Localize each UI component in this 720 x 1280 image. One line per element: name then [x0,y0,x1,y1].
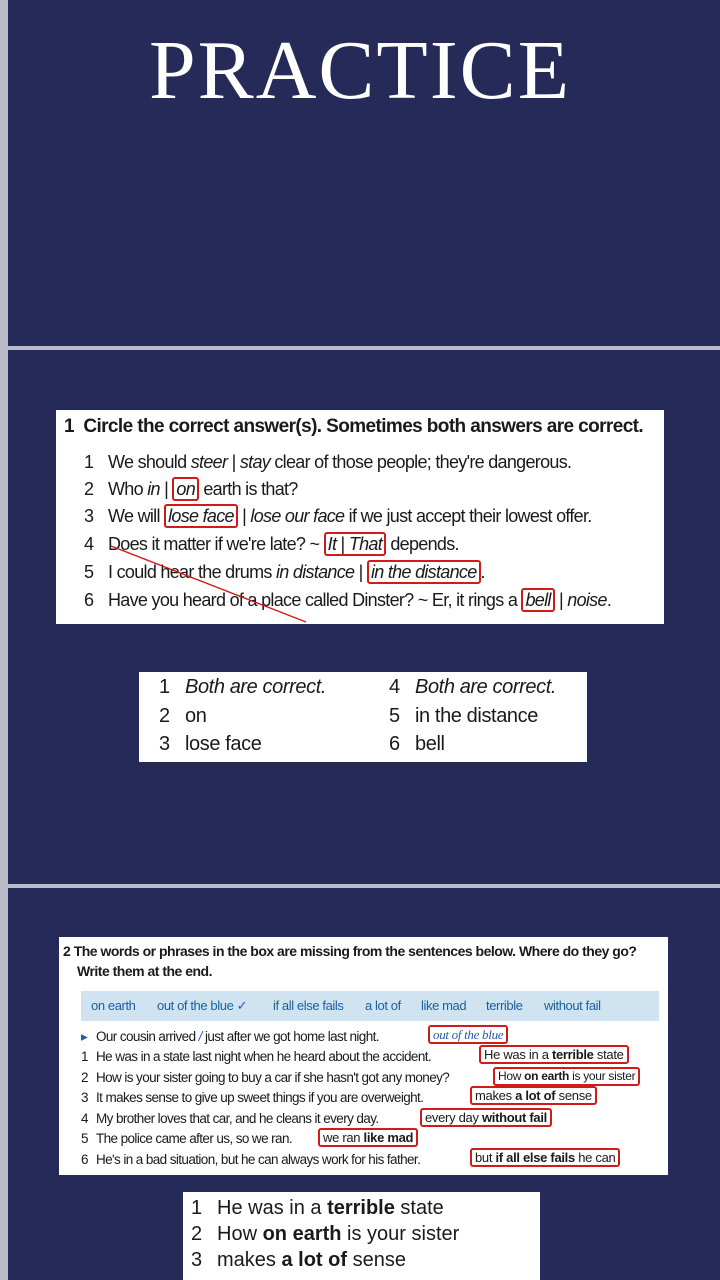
answer-item: 5 in the distance [389,705,538,727]
exercise-1-item: 5 I could hear the drums in distance | in the distance . [84,562,485,582]
exercise-2-item: 6 He's in a bad situation, but he can always work for his father. [81,1152,421,1167]
answer-item: 2 How on earth is your sister [191,1223,460,1245]
box-word: terrible [486,998,523,1013]
answer-box: we ran like mad [318,1128,418,1147]
handwritten-answer: out of the blue [428,1025,508,1044]
answer-box: makes a lot of sense [470,1086,597,1105]
exercise-1-item: 4 Does it matter if we're late? ~ It | That depends. [84,534,459,554]
page-title: PRACTICE [148,24,572,117]
answer-item: 6 bell [389,733,445,755]
answer-key-2 [183,1192,540,1280]
exercise-1-item: 3 We will lose face | lose our face if we just accept their lowest offer. [84,506,592,526]
answer-item: 1 He was in a terrible state [191,1197,444,1219]
answer-box: every day without fail [420,1108,552,1127]
box-word: on earth [91,998,136,1013]
circled-answer: lose face [164,504,238,528]
annotation-arrow [56,410,664,624]
box-word: without fail [544,998,601,1013]
exercise-1-item: 2 Who in | on earth is that? [84,479,298,499]
circled-answer: bell [521,588,554,612]
exercise-2-item: 2 How is your sister going to buy a car if she hasn't got any money? [81,1070,450,1085]
word-box [81,991,659,1021]
answer-box: How on earth is your sister [493,1067,640,1086]
answer-box: but if all else fails he can [470,1148,620,1167]
exercise-1-item: 1 We should steer | stay clear of those people; they're dangerous. [84,452,572,472]
exercise-2-item: 5 The police came after us, so we ran. [81,1131,293,1146]
exercise-1-card [56,410,664,624]
exercise-2-item: 4 My brother loves that car, and he cleans it every day. [81,1111,379,1126]
exercise-2-item: 3 It makes sense to give up sweet things if you are overweight. [81,1090,424,1105]
answer-item: 1 Both are correct. [159,676,327,698]
circled-answer: It | That [324,532,386,556]
exercise-1-heading: 1 Circle the correct answer(s). Sometimes both answers are correct. [64,416,644,437]
box-word: if all else fails [273,998,344,1013]
box-word: out of the blue ✓ [157,998,248,1013]
exercise-2-card [59,937,668,1175]
answer-item: 4 Both are correct. [389,676,557,698]
circled-answer: in the distance [367,560,481,584]
box-word: a lot of [365,998,401,1013]
answer-item: 3 lose face [159,733,262,755]
left-divider [0,0,8,1280]
answer-key-1 [139,672,587,762]
answer-box: He was in a terrible state [479,1045,629,1064]
exercise-2-item: 1 He was in a state last night when he heard about the accident. [81,1049,432,1064]
circled-answer: on [172,477,199,501]
exercise-1-item: 6 Have you heard of a place called Dinster? ~ Er, it rings a bell | noise. [84,590,612,610]
exercise-2-example: ▸ Our cousin arrived / just after we got home last night. [81,1029,379,1044]
answer-item: 2 on [159,705,207,727]
box-word: like mad [421,998,467,1013]
exercise-2-heading: 2 The words or phrases in the box are missing from the sentences below. Where do they go? Write them at the end. [63,943,637,979]
answer-item: 3 makes a lot of sense [191,1249,406,1271]
